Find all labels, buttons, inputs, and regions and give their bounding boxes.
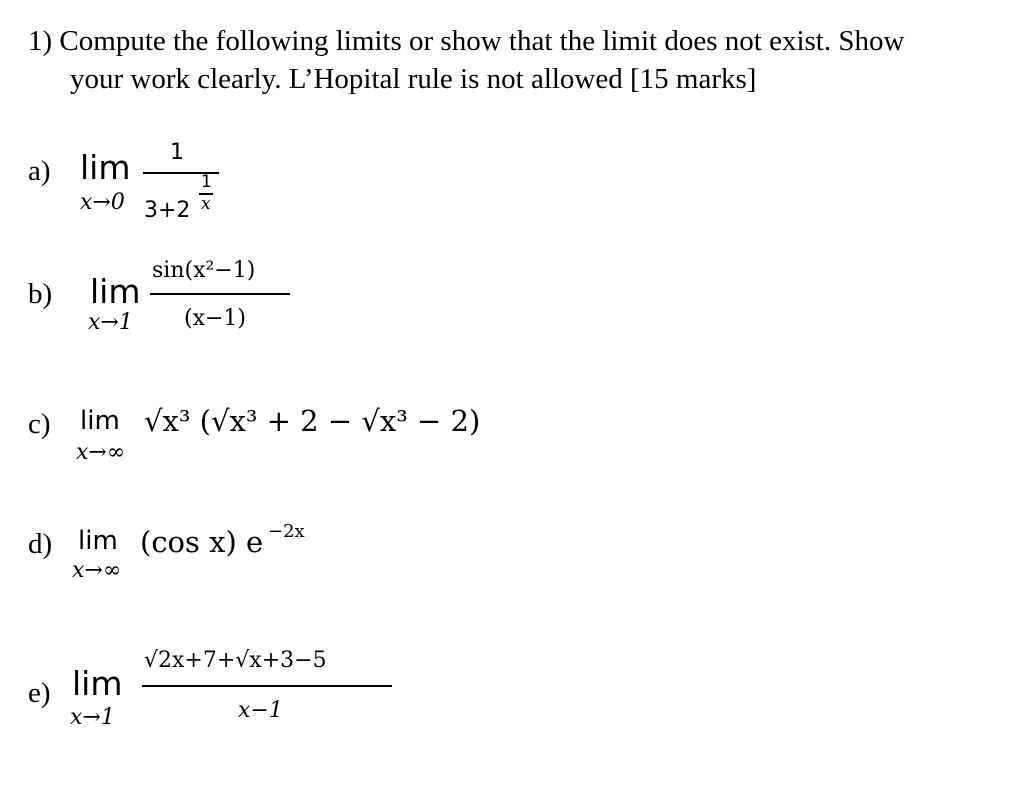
part-a-numerator: 1 — [170, 140, 184, 165]
part-a-exponent-denominator: x — [201, 194, 211, 214]
part-a-lim: lim — [80, 148, 131, 187]
part-a-exponent-numerator: 1 — [201, 172, 212, 192]
part-b-lim: lim — [90, 272, 141, 311]
part-b-fraction-bar — [150, 293, 290, 295]
part-e-fraction-bar — [142, 685, 392, 687]
part-b-limit-subscript: x→1 — [88, 310, 133, 335]
question-text-line-1: Compute the following limits or show that the limit does not exist. Show — [59, 25, 905, 57]
part-c-label: c) — [28, 408, 51, 440]
part-d-label: d) — [28, 528, 53, 560]
question-number: 1) — [28, 25, 53, 57]
part-d-lim: lim — [78, 526, 118, 556]
part-c-limit-subscript: x→∞ — [76, 440, 126, 465]
part-c-expression: √x³ (√x³ + 2 − √x³ − 2) — [144, 404, 481, 438]
part-b-numerator: sin(x²−1) — [152, 258, 256, 283]
part-a-limit-subscript: x→0 — [80, 190, 125, 215]
part-d-expression: (cos x) e — [140, 525, 264, 559]
part-a-denominator-base: 3+2 — [144, 198, 191, 223]
part-d-limit-subscript: x→∞ — [72, 558, 122, 583]
question-line-1 — [28, 22, 904, 60]
part-a-label: a) — [28, 155, 51, 187]
part-d-exponent: −2x — [268, 521, 305, 542]
part-e-limit-subscript: x→1 — [70, 705, 115, 730]
part-e-numerator: √2x+7+√x+3−5 — [144, 648, 327, 673]
part-e-lim: lim — [72, 664, 123, 703]
part-e-label: e) — [28, 677, 51, 709]
part-e-denominator: x−1 — [238, 698, 283, 723]
part-b-denominator: (x−1) — [184, 306, 247, 331]
question-text-line-2: your work clearly. L’Hopital rule is not allowed [15 marks] — [70, 63, 757, 95]
question-text — [28, 22, 904, 98]
part-c-lim: lim — [80, 406, 120, 436]
part-b-label: b) — [28, 278, 53, 310]
